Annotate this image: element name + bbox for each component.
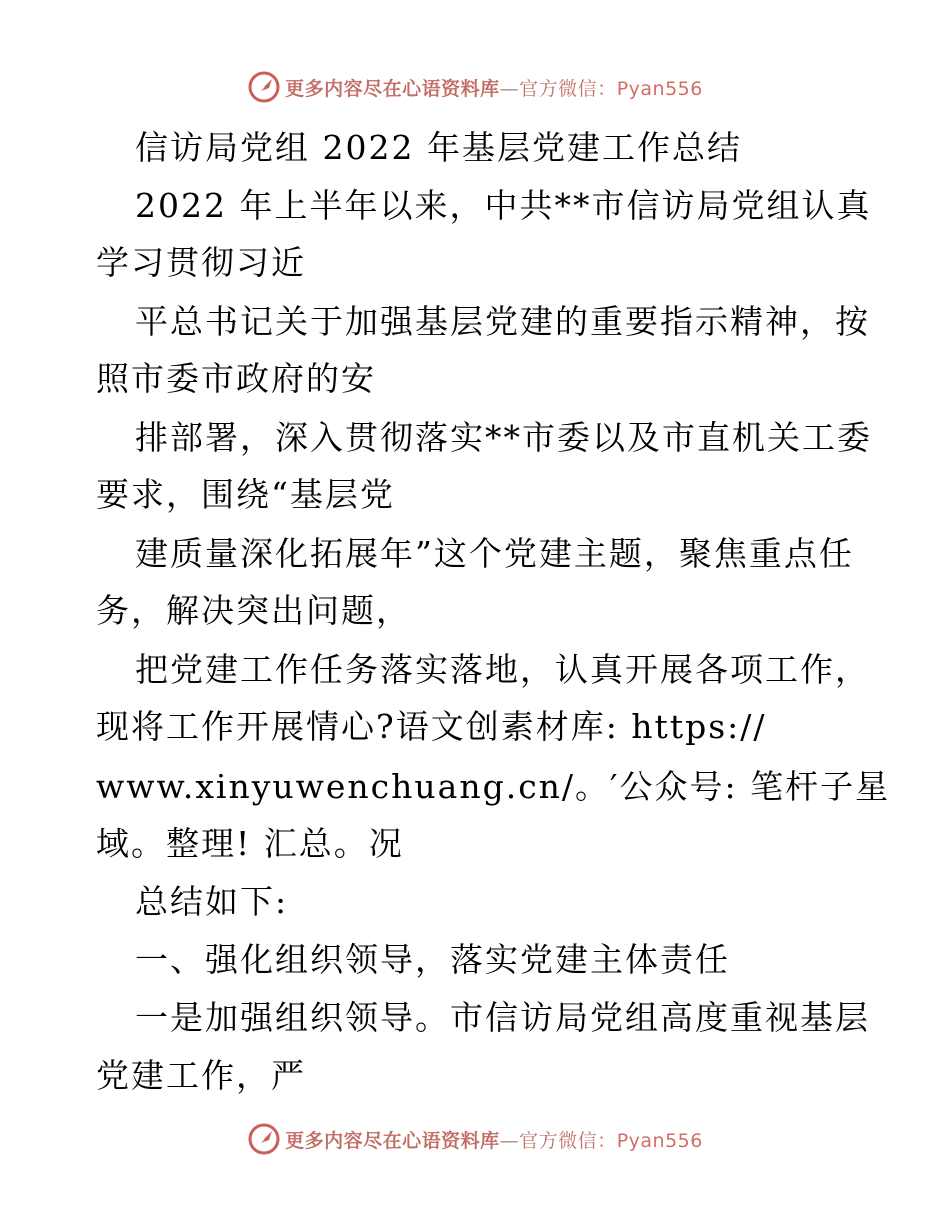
paragraph-line: 一是加强组织领导。市信访局党组高度重视基层 xyxy=(135,998,870,1037)
paragraph-line: 党建工作，严 xyxy=(96,1056,306,1095)
paragraph-line: 照市委市政府的安 xyxy=(96,359,376,398)
watermark-header xyxy=(0,70,950,104)
paragraph-line: www.xinyuwenchuang.cn/。′公众号: 笔杆子星 xyxy=(96,767,891,806)
paragraph-line: 把党建工作任务落实落地，认真开展各项工作， xyxy=(135,650,870,689)
paragraph-line: 域。整理! 汇总。况 xyxy=(96,824,404,863)
paragraph-line: 现将工作开展情心?语文创素材库: https:// xyxy=(96,707,767,746)
doc-title: 信访局党组 2022 年基层党建工作总结 xyxy=(135,128,742,167)
paragraph-line: 排部署，深入贯彻落实**市委以及市直机关工委 xyxy=(135,418,872,457)
paragraph-line: 要求，围绕“基层党 xyxy=(96,475,395,514)
section-heading: 一、强化组织领导，落实党建主体责任 xyxy=(135,940,730,979)
quill-logo-icon xyxy=(247,70,281,104)
paragraph-line: 学习贯彻习近 xyxy=(96,243,306,282)
paragraph-line: 务，解决突出问题， xyxy=(96,591,411,630)
quill-logo-icon xyxy=(247,1122,281,1156)
watermark-text: 更多内容尽在心语资料库—官方微信：Pyan556 xyxy=(285,77,703,100)
paragraph-line: 总结如下: xyxy=(135,882,289,921)
watermark-footer xyxy=(0,1122,950,1156)
paragraph-line: 2022 年上半年以来，中共**市信访局党组认真 xyxy=(135,186,872,225)
watermark-text: 更多内容尽在心语资料库—官方微信：Pyan556 xyxy=(285,1129,703,1152)
paragraph-line: 建质量深化拓展年”这个党建主题，聚焦重点任 xyxy=(135,534,854,573)
paragraph-line: 平总书记关于加强基层党建的重要指示精神，按 xyxy=(135,302,870,341)
